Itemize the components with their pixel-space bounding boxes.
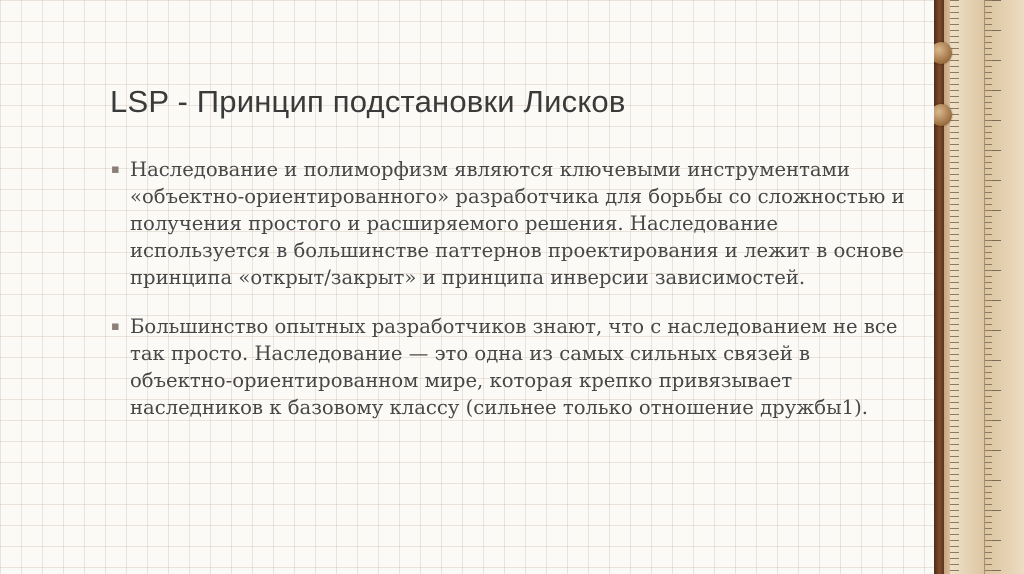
ruler-decoration xyxy=(934,0,1024,574)
bullet-text: Большинство опытных разработчиков знают, что с наследованием не все так просто. Наследование — это одна из самых сильных связей в объектно-ориентированном мире, которая крепко привязывает наследников к базовому классу (сильнее только отношение дружбы1). xyxy=(130,315,898,419)
ruler-edge xyxy=(934,0,944,574)
ruler-scale-left xyxy=(950,0,985,574)
bullet-item xyxy=(110,156,910,291)
bullet-list xyxy=(110,156,910,443)
ruler-scale-right xyxy=(985,0,1024,574)
bullet-marker-icon: ▪ xyxy=(111,162,120,177)
slide-title: LSP - Принцип подстановки Лисков xyxy=(110,84,626,119)
bullet-item xyxy=(110,313,910,421)
bullet-marker-icon: ▪ xyxy=(111,319,120,334)
bullet-text: Наследование и полиморфизм являются ключевыми инструментами «объектно-ориентированного» разработчика для борьбы со сложностью и получения простого и расширяемого решения. Наследование используется в большинстве паттернов проектирования и лежит в основе принципа «открыт/закрыт» и принципа инверсии зависимостей. xyxy=(130,158,905,289)
